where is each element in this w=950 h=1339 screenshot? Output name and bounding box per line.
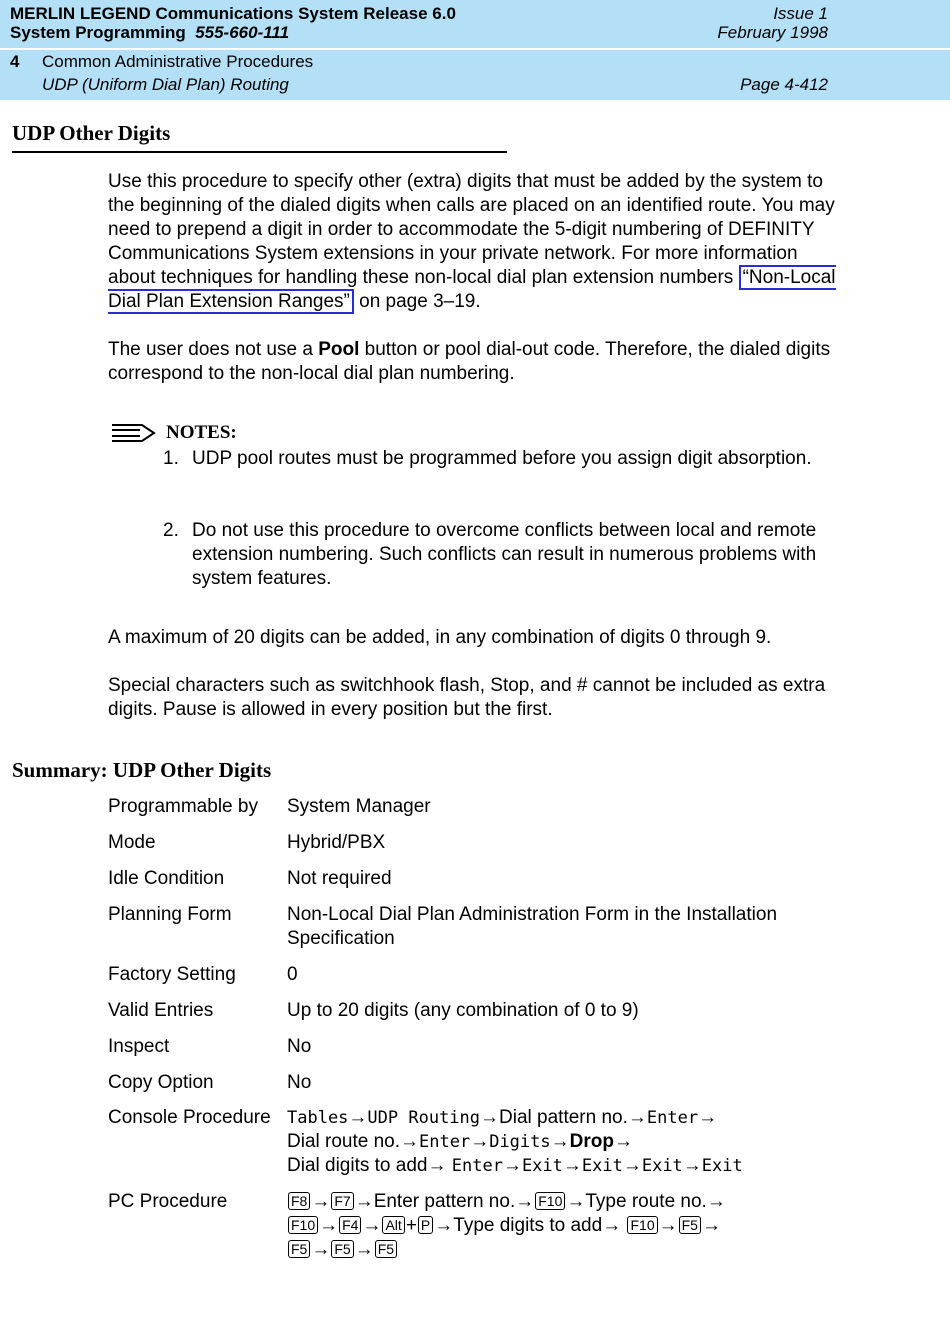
key-f7: F7: [331, 1192, 353, 1210]
summary-value: Not required: [287, 868, 392, 889]
summary-value: Non-Local Dial Plan Administration Form in the Installation Specification: [287, 904, 778, 949]
date: February 1998: [717, 23, 828, 42]
section-title: UDP (Uniform Dial Plan) Routing: [42, 75, 289, 94]
pc-step: Type route no.: [585, 1191, 707, 1212]
console-step: Exit: [521, 1156, 563, 1176]
console-procedure: [287, 1106, 847, 1178]
console-step: Exit: [701, 1156, 743, 1176]
note-text: UDP pool routes must be programmed before you assign digit absorption.: [192, 448, 812, 469]
pool-text-after: button or pool dial-out code. Therefore, the dialed digits correspond to the non-local dial plan numbering.: [108, 339, 831, 384]
note-text: Do not use this procedure to overcome conflicts between local and remote extension numbering. Such conflicts can result in numerous problems with system features.: [192, 520, 817, 589]
summary-value: Hybrid/PBX: [287, 832, 386, 853]
console-step: Dial digits to add: [287, 1155, 428, 1176]
console-procedure-label: Console Procedure: [108, 1107, 271, 1128]
intro-text-end: on page 3–19.: [359, 291, 481, 312]
summary-label: Valid Entries: [108, 1000, 214, 1021]
pc-procedure-label: PC Procedure: [108, 1191, 228, 1212]
key-f4: F4: [339, 1216, 361, 1234]
page-header: [0, 0, 950, 100]
key-f10: F10: [535, 1192, 565, 1210]
intro-paragraph: [108, 170, 838, 314]
page-number: Page 4-412: [740, 75, 828, 94]
key-f8: F8: [288, 1192, 310, 1210]
console-step: Tables: [287, 1108, 349, 1128]
issue: Issue 1: [773, 4, 828, 23]
notes-pointer-icon: [110, 422, 156, 444]
pc-step: Type digits to add: [453, 1215, 603, 1236]
console-line: Dial route no.→Enter→Digits→Drop→: [287, 1131, 633, 1152]
summary-label: Idle Condition: [108, 868, 225, 889]
console-step: Enter: [646, 1108, 699, 1128]
summary-label: Copy Option: [108, 1072, 214, 1093]
summary-value: 0: [287, 964, 298, 985]
key-f10: F10: [288, 1216, 318, 1234]
product-title: MERLIN LEGEND Communications System Release 6.0: [10, 4, 456, 23]
key-f5: F5: [679, 1216, 701, 1234]
pc-step: Enter pattern no.: [373, 1191, 516, 1212]
special-chars-paragraph: Special characters such as switchhook flash, Stop, and # cannot be included as extra digits. Pause is allowed in every position but the first.: [108, 675, 826, 720]
console-line: Tables→UDP Routing→Dial pattern no.→Enter→: [287, 1107, 718, 1128]
notes-label: NOTES:: [166, 422, 237, 443]
key-f5: F5: [288, 1240, 310, 1258]
key-p: P: [418, 1216, 433, 1234]
max-digits-paragraph: A maximum of 20 digits can be added, in any combination of digits 0 through 9.: [108, 627, 772, 648]
summary-label: Factory Setting: [108, 964, 236, 985]
intro-text: Use this procedure to specify other (extra) digits that must be added by the system to the beginning of the dialed digits when calls are placed on an identified route. You may need to prepend a digit in order to accommodate the 5-digit numbering of DEFINITY Communications System extensions in your private network. For more information about techniques for handling these non-local dial plan extension numbers: [108, 171, 835, 288]
console-step: Digits: [489, 1132, 551, 1152]
cross-reference-link[interactable]: “Non-Local Dial Plan Extension Ranges”: [108, 267, 836, 312]
pc-line: F5 → F5 → F5: [287, 1238, 847, 1262]
pool-keyword: Pool: [318, 339, 360, 360]
title-underline: [12, 151, 507, 153]
summary-label: Mode: [108, 832, 156, 853]
console-step: Enter: [419, 1132, 471, 1152]
console-step: Drop: [569, 1131, 614, 1152]
note-number: 1.: [163, 448, 179, 469]
header-divider: [0, 48, 950, 50]
console-step: Exit: [641, 1156, 683, 1176]
console-line: Dial digits to add→ Enter→Exit→Exit→Exit→Exit: [287, 1155, 743, 1176]
console-step: UDP Routing: [367, 1108, 481, 1128]
summary-label: Planning Form: [108, 904, 232, 925]
page-title: UDP Other Digits: [12, 121, 171, 145]
summary-value: No: [287, 1036, 312, 1057]
note-number: 2.: [163, 520, 179, 541]
programming-label: System Programming: [10, 23, 186, 42]
console-step: Dial pattern no.: [499, 1107, 628, 1128]
pool-paragraph: [108, 338, 838, 386]
console-step: Dial route no.: [287, 1131, 401, 1152]
chapter-title: Common Administrative Procedures: [42, 52, 314, 71]
doc-line: [10, 23, 289, 43]
chapter-number: 4: [10, 52, 20, 71]
console-step: Enter: [451, 1156, 503, 1176]
pc-procedure: [287, 1190, 847, 1262]
summary-label: Programmable by: [108, 796, 258, 817]
key-f5: F5: [331, 1240, 353, 1258]
console-step: Exit: [581, 1156, 623, 1176]
key-f10: F10: [627, 1216, 657, 1234]
pool-text-before: The user does not use a: [108, 339, 313, 360]
summary-label: Inspect: [108, 1036, 170, 1057]
summary-value: No: [287, 1072, 312, 1093]
summary-value: Up to 20 digits (any combination of 0 to 9): [287, 1000, 639, 1021]
summary-value: System Manager: [287, 796, 431, 817]
key-alt: Alt: [382, 1216, 404, 1234]
summary-title: Summary: UDP Other Digits: [12, 758, 272, 782]
pc-line: F8 → F7 →Enter pattern no.→ F10 →Type route no.→: [287, 1190, 847, 1214]
doc-number: 555-660-111: [195, 23, 290, 42]
pc-line: F10 → F4 → Alt + P →Type digits to add→ F10 → F5 →: [287, 1214, 847, 1238]
key-f5: F5: [375, 1240, 397, 1258]
